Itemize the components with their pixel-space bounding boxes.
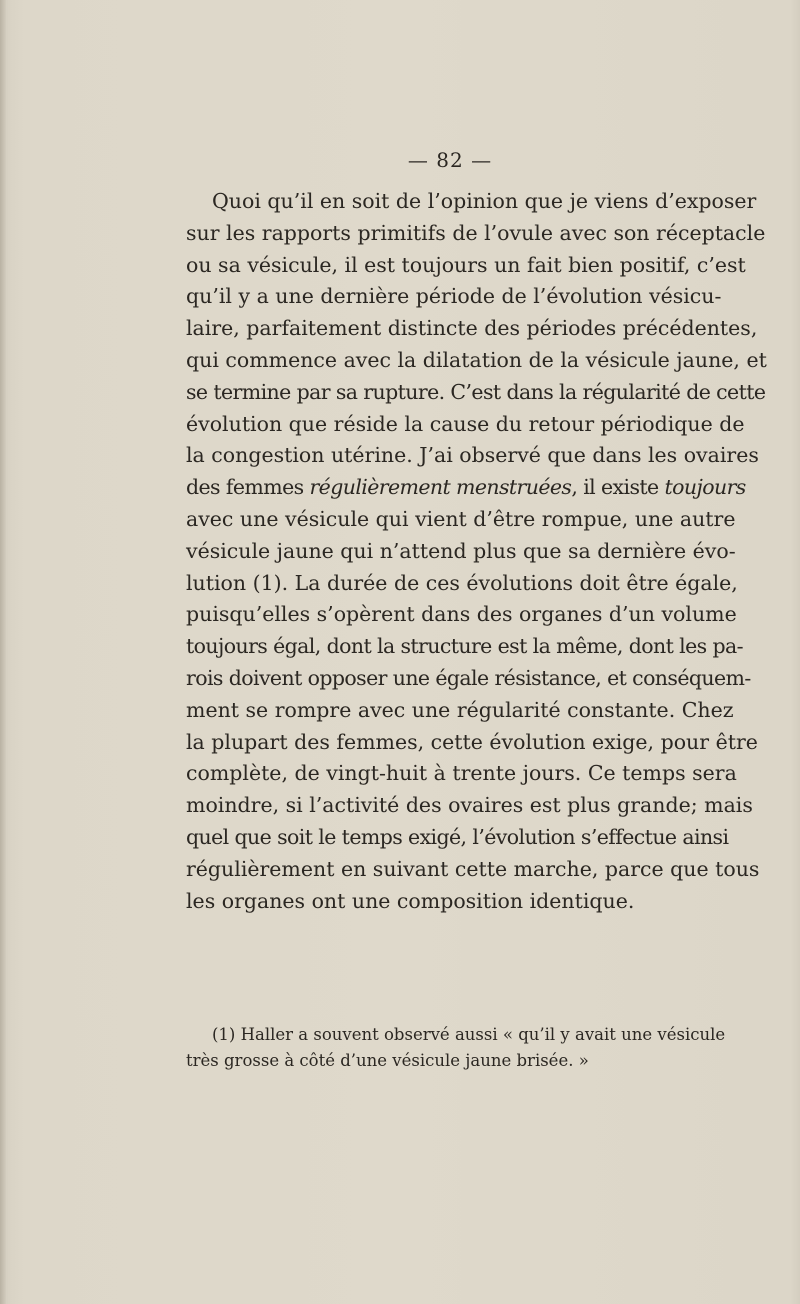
body-line: la plupart des femmes, cette évolution exige, pour être [186,729,758,754]
body-line: complète, de vingt-huit à trente jours. Ce temps sera [186,761,737,786]
body-line: vésicule jaune qui n’attend plus que sa dernière évo- [186,538,736,563]
body-line: évolution que réside la cause du retour périodique de [186,411,745,436]
page-binding-edge [0,0,6,1304]
body-line: la congestion utérine. J’ai observé que dans les ovaires [186,443,759,468]
footnote-line: (1) Haller a souvent observé aussi « qu’il y avait une vésicule [212,1025,726,1044]
body-line: se termine par sa rupture. C’est dans la régularité de cette [186,379,766,404]
footnote-line: très grosse à côté d’une vésicule jaune brisée. » [186,1051,589,1070]
body-line: qui commence avec la dilatation de la vésicule jaune, et [186,347,767,372]
body-text [186,186,767,917]
body-line: Quoi qu’il en soit de l’opinion que je viens d’exposer [212,189,757,213]
body-line: régulièrement en suivant cette marche, parce que tous [186,856,760,881]
footnote [186,1022,726,1074]
body-line: laire, parfaitement distincte des périodes précédentes, [186,316,758,341]
body-line: lution (1). La durée de ces évolutions doit être égale, [186,570,738,595]
body-line: les organes ont une composition identique. [186,888,635,913]
body-line: qu’il y a une dernière période de l’évolution vésicu- [186,284,722,309]
body-line: quel que soit le temps exigé, l’évolution s’effectue ainsi [186,824,729,849]
body-line: des femmes régulièrement menstruées, il existe toujours [186,475,746,500]
body-line: ment se rompre avec une régularité constante. Chez [186,697,734,722]
body-line: sur les rapports primitifs de l’ovule avec son réceptacle [186,220,766,245]
body-line: ou sa vésicule, il est toujours un fait bien positif, c’est [186,252,746,277]
body-line: moindre, si l’activité des ovaires est plus grande; mais [186,793,753,818]
body-line: avec une vésicule qui vient d’être rompue, une autre [186,506,736,531]
body-line: toujours égal, dont la structure est la même, dont les pa- [186,634,743,659]
body-line: puisqu’elles s’opèrent dans des organes d’un volume [186,602,737,627]
page-number: — 82 — [407,148,493,172]
body-line: rois doivent opposer une égale résistance, et conséquem- [186,665,751,690]
